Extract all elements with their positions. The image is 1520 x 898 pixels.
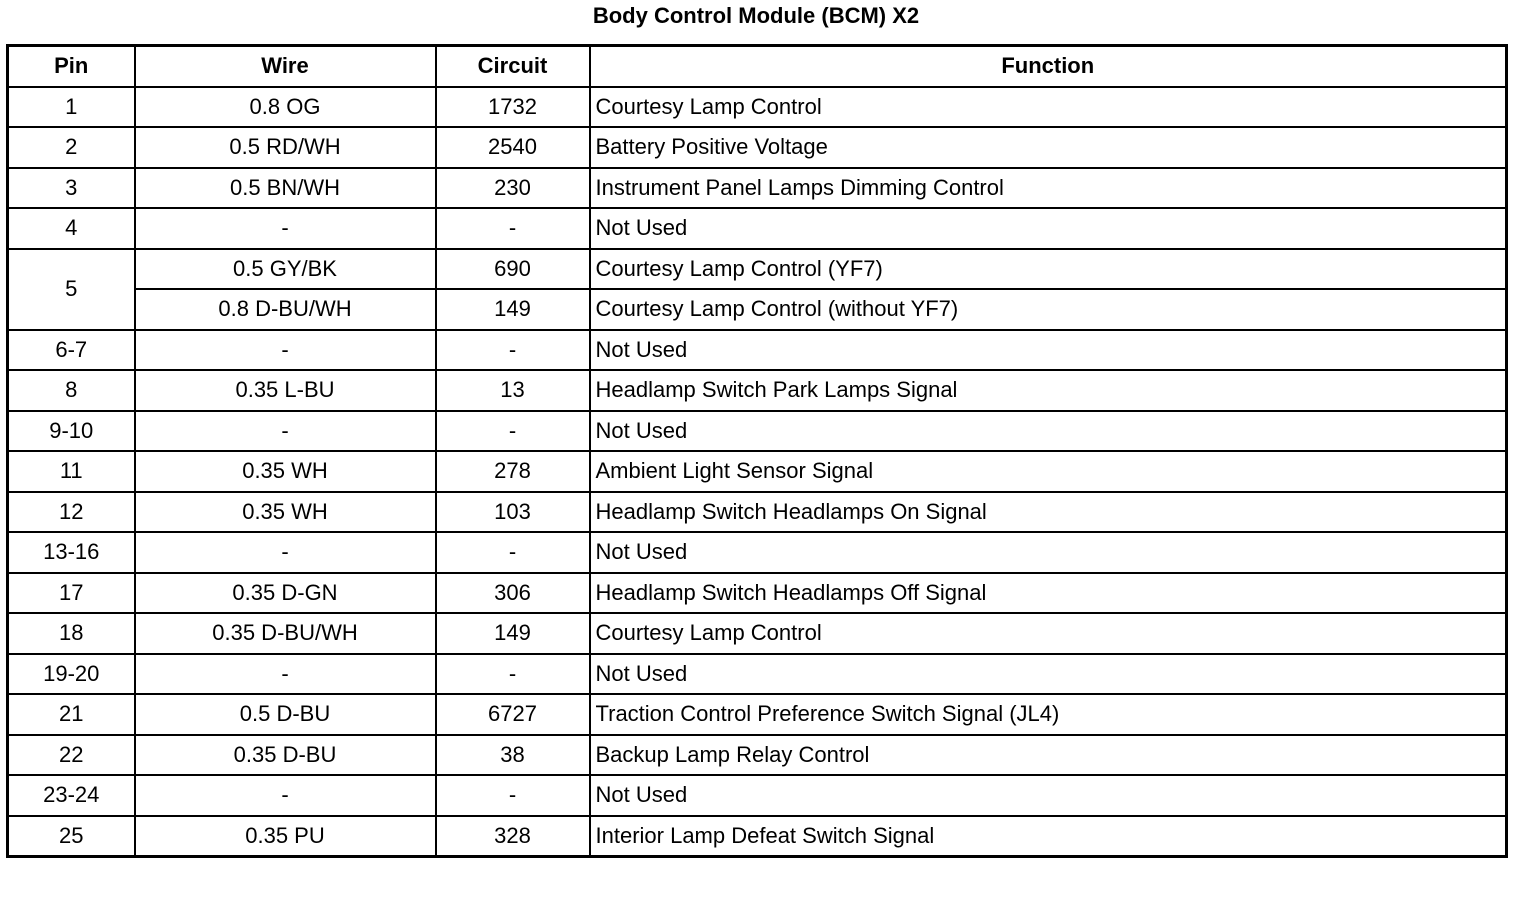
- cell-wire: 0.35 L-BU: [135, 370, 436, 411]
- table-header: [8, 46, 1507, 87]
- cell-function: Not Used: [590, 411, 1507, 452]
- cell-wire: 0.35 WH: [135, 451, 436, 492]
- table-row: [8, 249, 1507, 290]
- table-row: [8, 451, 1507, 492]
- cell-function: Not Used: [590, 775, 1507, 816]
- table-row: [8, 613, 1507, 654]
- header-row: [8, 46, 1507, 87]
- cell-circuit: 328: [436, 816, 590, 857]
- cell-circuit: 13: [436, 370, 590, 411]
- cell-circuit: 6727: [436, 694, 590, 735]
- cell-circuit: -: [436, 532, 590, 573]
- cell-circuit: -: [436, 208, 590, 249]
- cell-wire: -: [135, 654, 436, 695]
- table-row: [8, 775, 1507, 816]
- cell-function: Headlamp Switch Headlamps Off Signal: [590, 573, 1507, 614]
- cell-circuit: -: [436, 411, 590, 452]
- cell-function: Not Used: [590, 532, 1507, 573]
- cell-function: Interior Lamp Defeat Switch Signal: [590, 816, 1507, 857]
- cell-wire: -: [135, 330, 436, 371]
- cell-wire: 0.35 D-BU/WH: [135, 613, 436, 654]
- cell-function: Battery Positive Voltage: [590, 127, 1507, 168]
- cell-function: Ambient Light Sensor Signal: [590, 451, 1507, 492]
- cell-wire: -: [135, 411, 436, 452]
- cell-circuit: -: [436, 654, 590, 695]
- cell-wire: 0.35 WH: [135, 492, 436, 533]
- cell-pin: 9-10: [8, 411, 135, 452]
- table-row: [8, 370, 1507, 411]
- cell-pin: 6-7: [8, 330, 135, 371]
- header-pin: Pin: [8, 46, 135, 87]
- cell-circuit: 103: [436, 492, 590, 533]
- cell-function: Not Used: [590, 208, 1507, 249]
- table-row: [8, 735, 1507, 776]
- cell-circuit: 149: [436, 613, 590, 654]
- table-row: [8, 411, 1507, 452]
- table-row: [8, 654, 1507, 695]
- cell-pin: 18: [8, 613, 135, 654]
- cell-wire: -: [135, 775, 436, 816]
- cell-pin: 25: [8, 816, 135, 857]
- cell-pin: 21: [8, 694, 135, 735]
- table-row: [8, 492, 1507, 533]
- cell-circuit: 2540: [436, 127, 590, 168]
- connector-pinout-table: [6, 44, 1508, 858]
- cell-wire: 0.8 D-BU/WH: [135, 289, 436, 330]
- cell-pin: 23-24: [8, 775, 135, 816]
- cell-pin: 4: [8, 208, 135, 249]
- cell-pin: 2: [8, 127, 135, 168]
- cell-pin: 13-16: [8, 532, 135, 573]
- cell-wire: 0.5 BN/WH: [135, 168, 436, 209]
- cell-circuit: 690: [436, 249, 590, 290]
- cell-circuit: -: [436, 330, 590, 371]
- table-row: [8, 87, 1507, 128]
- cell-pin: 1: [8, 87, 135, 128]
- cell-pin: 17: [8, 573, 135, 614]
- cell-wire: -: [135, 208, 436, 249]
- table-row: [8, 289, 1507, 330]
- cell-function: Traction Control Preference Switch Signal (JL4): [590, 694, 1507, 735]
- cell-function: Not Used: [590, 654, 1507, 695]
- cell-pin: 12: [8, 492, 135, 533]
- cell-pin: 11: [8, 451, 135, 492]
- table-row: [8, 127, 1507, 168]
- table-row: [8, 573, 1507, 614]
- cell-function: Headlamp Switch Headlamps On Signal: [590, 492, 1507, 533]
- cell-function: Courtesy Lamp Control (without YF7): [590, 289, 1507, 330]
- header-function: Function: [590, 46, 1507, 87]
- table-row: [8, 816, 1507, 857]
- cell-wire: 0.8 OG: [135, 87, 436, 128]
- cell-pin: 3: [8, 168, 135, 209]
- cell-wire: 0.5 GY/BK: [135, 249, 436, 290]
- cell-circuit: -: [436, 775, 590, 816]
- cell-circuit: 1732: [436, 87, 590, 128]
- header-wire: Wire: [135, 46, 436, 87]
- table-row: [8, 694, 1507, 735]
- cell-pin: 8: [8, 370, 135, 411]
- table-body: [8, 87, 1507, 857]
- cell-circuit: 230: [436, 168, 590, 209]
- table-row: [8, 532, 1507, 573]
- cell-function: Headlamp Switch Park Lamps Signal: [590, 370, 1507, 411]
- cell-circuit: 278: [436, 451, 590, 492]
- cell-function: Backup Lamp Relay Control: [590, 735, 1507, 776]
- cell-circuit: 306: [436, 573, 590, 614]
- cell-wire: 0.35 D-BU: [135, 735, 436, 776]
- cell-circuit: 38: [436, 735, 590, 776]
- cell-function: Courtesy Lamp Control (YF7): [590, 249, 1507, 290]
- table-title: Body Control Module (BCM) X2: [592, 3, 920, 28]
- cell-function: Courtesy Lamp Control: [590, 613, 1507, 654]
- cell-wire: 0.35 PU: [135, 816, 436, 857]
- cell-pin: 22: [8, 735, 135, 776]
- cell-wire: 0.35 D-GN: [135, 573, 436, 614]
- cell-pin: 19-20: [8, 654, 135, 695]
- table-row: [8, 168, 1507, 209]
- cell-function: Courtesy Lamp Control: [590, 87, 1507, 128]
- cell-wire: 0.5 RD/WH: [135, 127, 436, 168]
- cell-function: Not Used: [590, 330, 1507, 371]
- cell-function: Instrument Panel Lamps Dimming Control: [590, 168, 1507, 209]
- cell-circuit: 149: [436, 289, 590, 330]
- header-circuit: Circuit: [436, 46, 590, 87]
- cell-pin: 5: [8, 249, 135, 330]
- table-row: [8, 208, 1507, 249]
- cell-wire: -: [135, 532, 436, 573]
- cell-wire: 0.5 D-BU: [135, 694, 436, 735]
- table-row: [8, 330, 1507, 371]
